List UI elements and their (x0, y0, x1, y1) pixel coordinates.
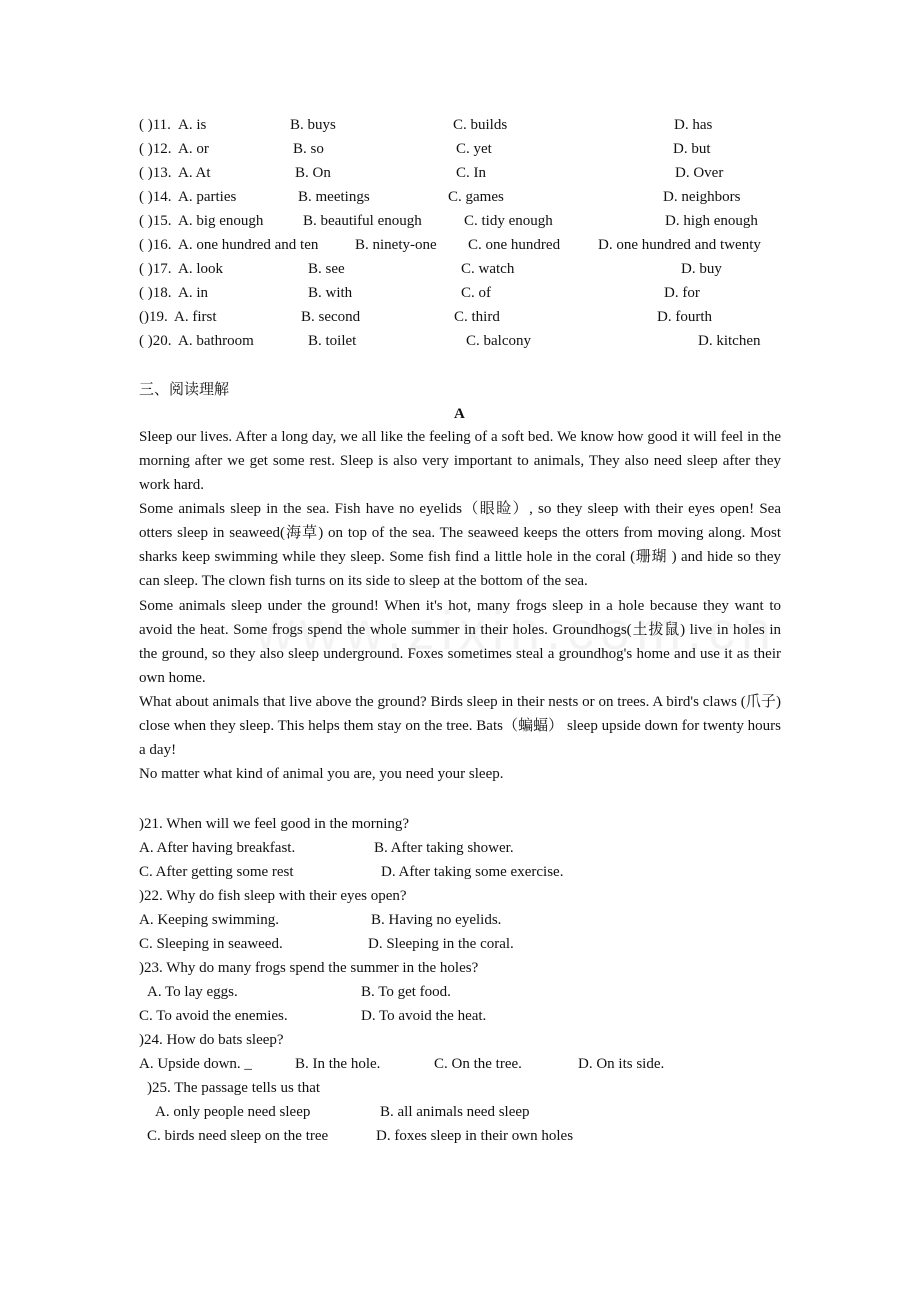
option-c: C. builds (453, 117, 508, 133)
option-c: C. yet (456, 141, 492, 157)
question-stem: )23. Why do many frogs spend the summer in the holes? (139, 960, 479, 976)
passage-paragraph-5: No matter what kind of animal you are, you need your sleep. (139, 766, 504, 782)
question-number: ( )12. (139, 141, 172, 157)
option-c: C. birds need sleep on the tree (147, 1128, 329, 1144)
option-d: D. one hundred and twenty (598, 237, 761, 253)
option-b: B. Having no eyelids. (371, 912, 502, 928)
question-stem: )24. How do bats sleep? (139, 1032, 284, 1048)
option-b: B. all animals need sleep (380, 1104, 530, 1120)
option-b: B. In the hole. (295, 1056, 381, 1072)
option-d: D. Sleeping in the coral. (368, 936, 514, 952)
option-a: A. parties (178, 189, 237, 205)
option-a: A. After having breakfast. (139, 840, 296, 856)
option-a: A. At (178, 165, 211, 181)
passage-paragraph-4: What about animals that live above the ground? Birds sleep in their nests or on trees. A bird's claws (爪子) close when they sleep. This helps them stay on the tree. Bats（蝙蝠） sleep upside down for twenty hours a day! (139, 694, 781, 758)
option-a: A. is (178, 117, 207, 133)
option-b: B. After taking shower. (374, 840, 514, 856)
option-c: C. third (454, 309, 500, 325)
option-d: D. foxes sleep in their own holes (376, 1128, 574, 1144)
option-d: D. for (664, 285, 700, 301)
passage-paragraph-3: Some animals sleep under the ground! When it's hot, many frogs sleep in a hole because they want to avoid the heat. Some frogs spend the whole summer in their holes. Groundhogs(土拔鼠) live in holes in the ground, so they also sleep underground. Foxes sometimes steal a groundhog's home and use it as their own home. (139, 598, 781, 686)
option-c: C. In (456, 165, 486, 181)
option-d: D. buy (681, 261, 722, 277)
option-a: A. To lay eggs. (147, 984, 238, 1000)
passage-paragraph-1: Sleep our lives. After a long day, we all like the feeling of a soft bed. We know how good it will feel in the morning after we get some rest. Sleep is also very important to animals, They also need sleep after they work hard. (139, 429, 781, 493)
question-number: ()19. (139, 309, 168, 325)
passage-paragraph-2: Some animals sleep in the sea. Fish have no eyelids（眼睑）, so they sleep with their eyes open! Sea otters sleep in seaweed(海草) on top of the sea. The seaweed keeps the otters from moving along. Most sharks keep swimming while they sleep. Some fish find a little hole in the coral (珊瑚 ) and hide so they can sleep. The clown fish turns on its side to sleep at the bottom of the sea. (139, 501, 781, 589)
option-c: C. tidy enough (464, 213, 553, 229)
option-c: C. balcony (466, 333, 531, 349)
question-number: ( )16. (139, 237, 172, 253)
option-a: A. look (178, 261, 223, 277)
option-c: C. Sleeping in seaweed. (139, 936, 283, 952)
option-b: B. so (293, 141, 324, 157)
option-b: B. with (308, 285, 353, 301)
question-number: ( )14. (139, 189, 172, 205)
option-c: C. To avoid the enemies. (139, 1008, 288, 1024)
option-b: B. second (301, 309, 361, 325)
option-d: D. neighbors (663, 189, 741, 205)
question-stem: )22. Why do fish sleep with their eyes open? (139, 888, 407, 904)
option-d: D. kitchen (698, 333, 761, 349)
option-d: D. Over (675, 165, 724, 181)
question-number: ( )18. (139, 285, 172, 301)
option-c: C. of (461, 285, 491, 301)
option-c: C. one hundred (468, 237, 561, 253)
option-b: B. On (295, 165, 331, 181)
passage-title: A (454, 406, 465, 422)
option-b: B. meetings (298, 189, 370, 205)
option-d: D. fourth (657, 309, 712, 325)
option-b: B. To get food. (361, 984, 451, 1000)
option-b: B. buys (290, 117, 336, 133)
option-a: A. big enough (178, 213, 264, 229)
option-b: B. ninety-one (355, 237, 437, 253)
option-d: D. has (674, 117, 713, 133)
option-c: C. On the tree. (434, 1056, 522, 1072)
option-d: D. On its side. (578, 1056, 665, 1072)
option-c: C. games (448, 189, 504, 205)
option-a: A. bathroom (178, 333, 254, 349)
option-c: C. After getting some rest (139, 864, 294, 880)
option-a: A. first (174, 309, 217, 325)
option-b: B. toilet (308, 333, 357, 349)
option-b: B. see (308, 261, 345, 277)
option-a: A. or (178, 141, 209, 157)
option-d: D. but (673, 141, 711, 157)
question-number: ( )20. (139, 333, 172, 349)
option-a: A. Upside down. _ (139, 1056, 252, 1072)
question-number: ( )13. (139, 165, 172, 181)
question-stem: )25. The passage tells us that (147, 1080, 321, 1096)
option-b: B. beautiful enough (303, 213, 422, 229)
option-a: A. one hundred and ten (178, 237, 319, 253)
question-stem: )21. When will we feel good in the morning? (139, 816, 410, 832)
question-number: ( )11. (139, 117, 171, 133)
section-title: 三、阅读理解 (139, 382, 230, 398)
option-c: C. watch (461, 261, 515, 277)
option-a: A. Keeping swimming. (139, 912, 279, 928)
option-a: A. in (178, 285, 208, 301)
option-d: D. high enough (665, 213, 758, 229)
question-number: ( )15. (139, 213, 172, 229)
question-number: ( )17. (139, 261, 172, 277)
option-a: A. only people need sleep (155, 1104, 311, 1120)
option-d: D. To avoid the heat. (361, 1008, 487, 1024)
option-d: D. After taking some exercise. (381, 864, 564, 880)
